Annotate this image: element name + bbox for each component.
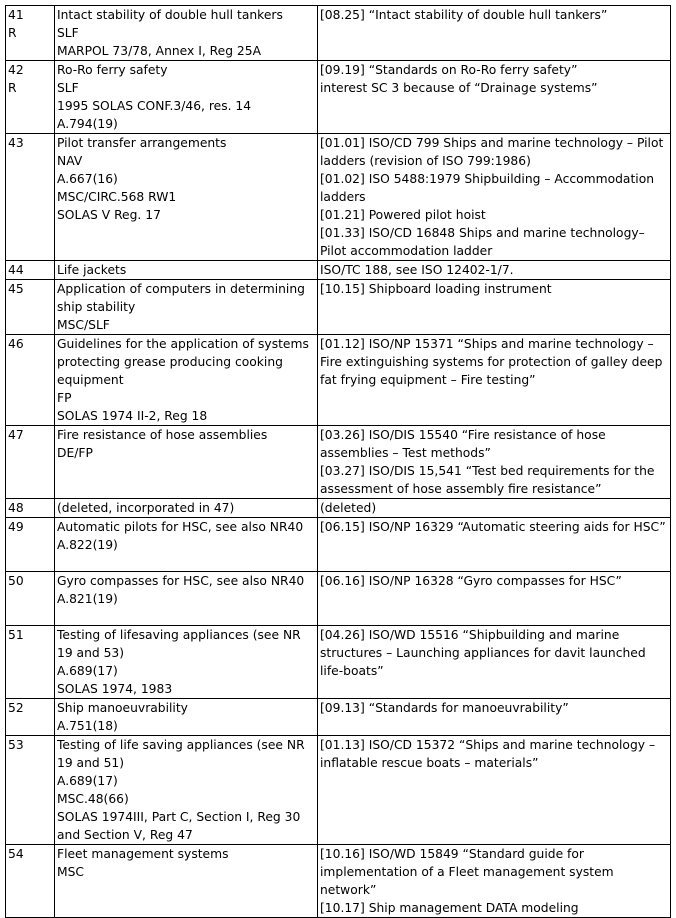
row-references: ISO/TC 188, see ISO 12402-1/7. (318, 261, 671, 280)
row-number: 44 (6, 261, 55, 280)
row-references: [06.15] ISO/NP 16329 “Automatic steering aids for HSC” (318, 518, 671, 572)
table-row (6, 572, 671, 626)
row-references: [01.13] ISO/CD 15372 “Ships and marine technology – inflatable rescue boats – materials” (318, 736, 671, 845)
row-number: 46 (6, 335, 55, 426)
row-subject: Life jackets (55, 261, 318, 280)
table-row (6, 699, 671, 736)
table-row (6, 6, 671, 61)
row-number: 42 R (6, 61, 55, 134)
row-references: [06.16] ISO/NP 16328 “Gyro compasses for HSC” (318, 572, 671, 626)
row-number: 41 R (6, 6, 55, 61)
row-references: [10.16] ISO/WD 15849 “Standard guide for implementation of a Fleet management system network” [10.17] Ship management DATA modeling (318, 845, 671, 918)
row-subject: Fire resistance of hose assemblies DE/FP (55, 426, 318, 499)
row-number: 50 (6, 572, 55, 626)
row-number: 47 (6, 426, 55, 499)
row-number: 45 (6, 280, 55, 335)
row-subject: Intact stability of double hull tankers SLF MARPOL 73/78, Annex I, Reg 25A (55, 6, 318, 61)
table-row (6, 426, 671, 499)
table-body (6, 6, 671, 918)
row-references: [01.01] ISO/CD 799 Ships and marine technology – Pilot ladders (revision of ISO 799:1986) [01.02] ISO 5488:1979 Shipbuilding – Accommodation ladders [01.21] Powered pilot hoist [01.33] ISO/CD 16848 Ships and marine technology–Pilot accommodation ladder (318, 134, 671, 261)
table-row (6, 261, 671, 280)
row-subject: Gyro compasses for HSC, see also NR40 A.821(19) (55, 572, 318, 626)
row-subject: Testing of life saving appliances (see NR 19 and 51) A.689(17) MSC.48(66) SOLAS 1974III, Part C, Section I, Reg 30 and Section V, Reg 47 (55, 736, 318, 845)
row-references: [04.26] ISO/WD 15516 “Shipbuilding and marine structures – Launching appliances for davit launched life-boats” (318, 626, 671, 699)
table-row (6, 845, 671, 918)
row-subject: Guidelines for the application of systems protecting grease producing cooking equipment FP SOLAS 1974 II-2, Reg 18 (55, 335, 318, 426)
row-subject: Ro-Ro ferry safety SLF 1995 SOLAS CONF.3/46, res. 14 A.794(19) (55, 61, 318, 134)
row-number: 52 (6, 699, 55, 736)
table-row (6, 134, 671, 261)
row-references: [08.25] “Intact stability of double hull tankers” (318, 6, 671, 61)
table-row (6, 335, 671, 426)
row-references: [09.19] “Standards on Ro-Ro ferry safety” interest SC 3 because of “Drainage systems” (318, 61, 671, 134)
row-subject: Ship manoeuvrability A.751(18) (55, 699, 318, 736)
table-row (6, 61, 671, 134)
row-references: [10.15] Shipboard loading instrument (318, 280, 671, 335)
row-number: 53 (6, 736, 55, 845)
row-references: [09.13] “Standards for manoeuvrability” (318, 699, 671, 736)
table-row (6, 499, 671, 518)
table-row (6, 626, 671, 699)
table-row (6, 518, 671, 572)
row-number: 49 (6, 518, 55, 572)
table-row (6, 280, 671, 335)
row-subject: Automatic pilots for HSC, see also NR40 A.822(19) (55, 518, 318, 572)
row-number: 51 (6, 626, 55, 699)
row-references: (deleted) (318, 499, 671, 518)
table-row (6, 736, 671, 845)
row-subject: Fleet management systems MSC (55, 845, 318, 918)
row-number: 54 (6, 845, 55, 918)
row-subject: Pilot transfer arrangements NAV A.667(16) MSC/CIRC.568 RW1 SOLAS V Reg. 17 (55, 134, 318, 261)
row-subject: Application of computers in determining ship stability MSC/SLF (55, 280, 318, 335)
row-references: [03.26] ISO/DIS 15540 “Fire resistance of hose assemblies – Test methods” [03.27] ISO/DIS 15,541 “Test bed requirements for the assessment of hose assembly fire resistance” (318, 426, 671, 499)
row-subject: (deleted, incorporated in 47) (55, 499, 318, 518)
row-subject: Testing of lifesaving appliances (see NR 19 and 53) A.689(17) SOLAS 1974, 1983 (55, 626, 318, 699)
row-number: 43 (6, 134, 55, 261)
standards-table (5, 5, 671, 918)
row-number: 48 (6, 499, 55, 518)
row-references: [01.12] ISO/NP 15371 “Ships and marine technology – Fire extinguishing systems for protection of galley deep fat frying equipment – Fire testing” (318, 335, 671, 426)
